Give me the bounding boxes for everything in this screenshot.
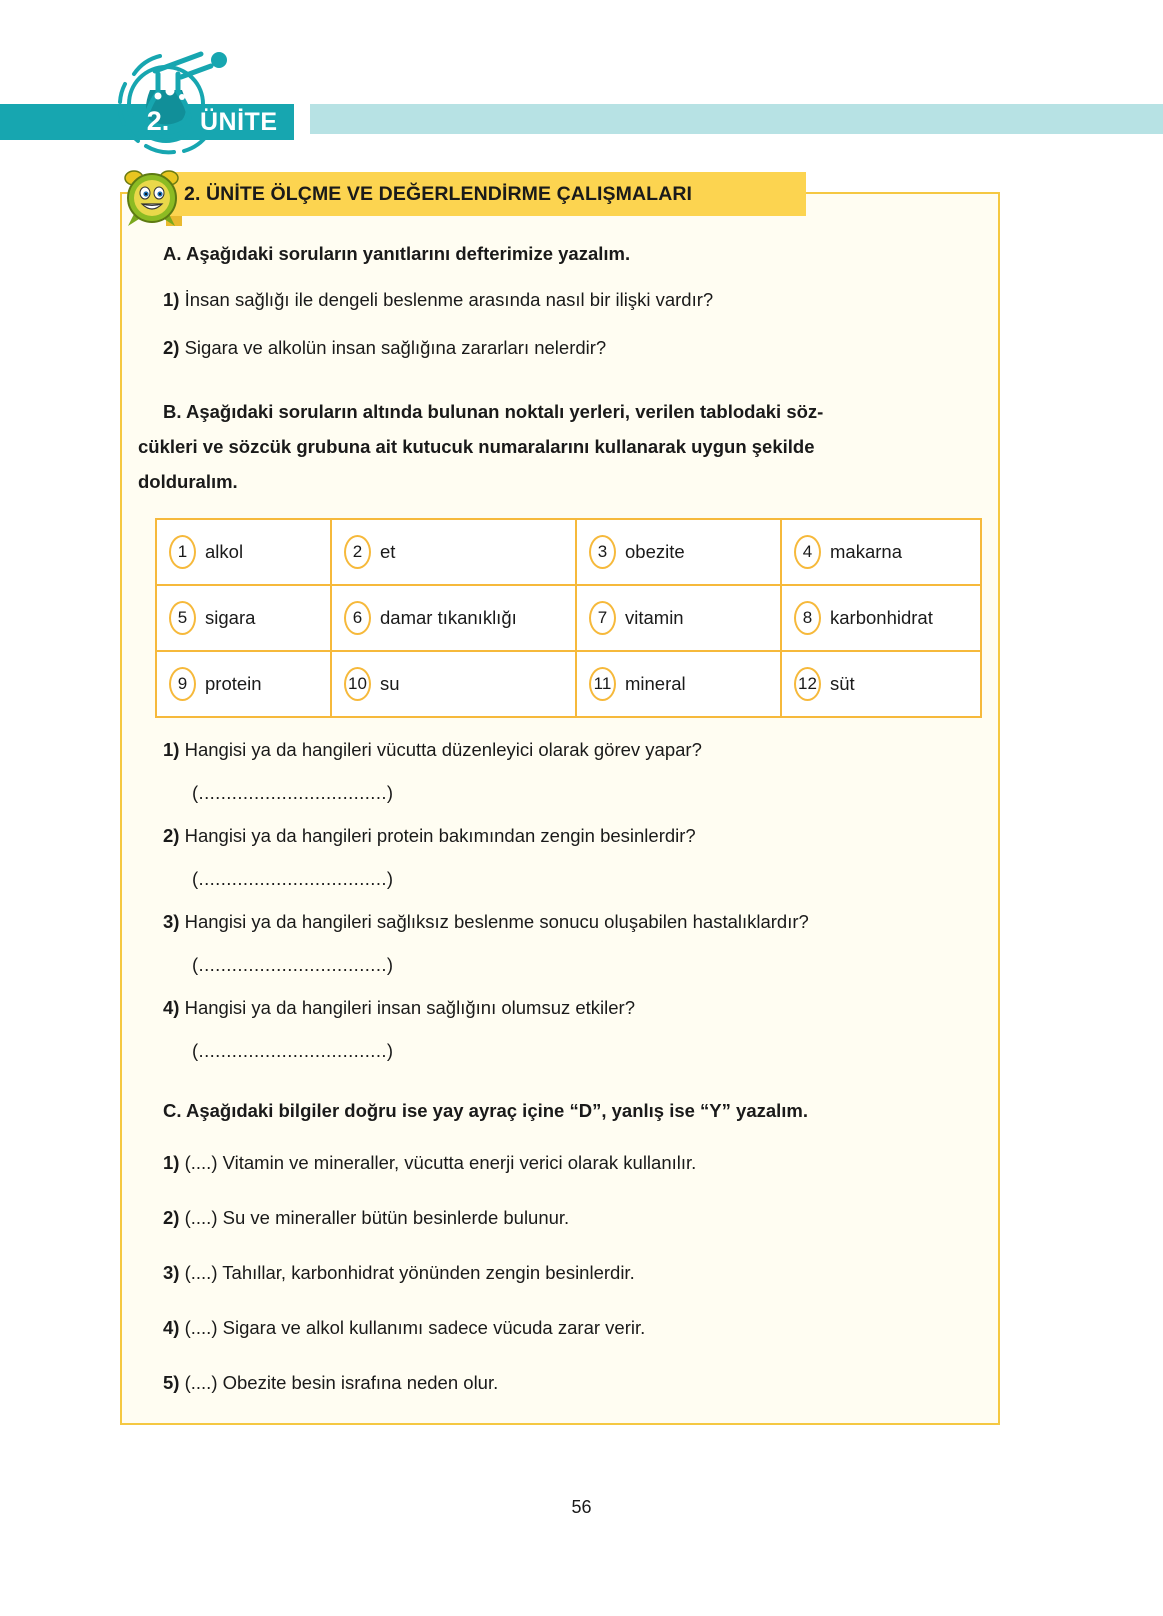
word-number-badge: 1 [169, 535, 196, 569]
item-number: 5) [163, 1372, 180, 1393]
word-label: obezite [625, 541, 685, 562]
word-cell[interactable] [781, 519, 981, 585]
answer-blank-4[interactable]: (..................................) [192, 1040, 394, 1061]
item-text: Sigara ve alkol kullanımı sadece vücuda zarar verir. [222, 1317, 646, 1338]
answer-blank-1[interactable]: (..................................) [192, 782, 394, 803]
word-cell[interactable] [576, 651, 781, 717]
section-b-heading-line-3: dolduralım. [138, 471, 238, 492]
section-c-heading: C. Aşağıdaki bilgiler doğru ise yay ayraç içine “D”, yanlış ise “Y” yazalım. [163, 1100, 809, 1121]
true-false-blank[interactable]: (....) [184, 1262, 218, 1283]
page-number: 56 [571, 1497, 592, 1517]
question-text: Hangisi ya da hangileri vücutta düzenleyici olarak görev yapar? [184, 739, 702, 760]
word-number-badge: 8 [794, 601, 821, 635]
true-false-blank[interactable]: (....) [184, 1372, 218, 1393]
answer-blank-3[interactable]: (..................................) [192, 954, 394, 975]
word-label: süt [830, 673, 855, 694]
word-label: et [380, 541, 396, 562]
word-cell[interactable] [331, 519, 576, 585]
word-number-badge: 4 [794, 535, 821, 569]
true-false-blank[interactable]: (....) [184, 1207, 218, 1228]
word-number-badge: 10 [344, 667, 371, 701]
item-text: Tahıllar, karbonhidrat yönünden zengin besinlerdir. [222, 1262, 635, 1283]
section-b-question-1 [163, 737, 983, 763]
alarm-clock-mascot-icon [122, 166, 182, 228]
item-number: 2) [163, 1207, 180, 1228]
word-cell[interactable] [331, 651, 576, 717]
word-number-badge: 12 [794, 667, 821, 701]
item-text: Vitamin ve mineraller, vücutta enerji verici olarak kullanılır. [222, 1152, 697, 1173]
item-number: 3) [163, 1262, 180, 1283]
word-number-badge: 5 [169, 601, 196, 635]
question-text: İnsan sağlığı ile dengeli beslenme arasında nasıl bir ilişki vardır? [184, 289, 714, 310]
word-label: vitamin [625, 607, 684, 628]
question-number: 4) [163, 997, 180, 1018]
word-number-badge: 11 [589, 667, 616, 701]
word-label: su [380, 673, 400, 694]
section-b-heading-line-2: cükleri ve sözcük grubuna ait kutucuk numaralarını kullanarak uygun şekilde [138, 436, 815, 457]
word-bank-table [155, 518, 982, 718]
item-text: Obezite besin israfına neden olur. [222, 1372, 499, 1393]
table-row [156, 651, 981, 717]
unit-band-light [310, 104, 1163, 134]
section-title-ribbon [166, 172, 806, 216]
word-number-badge: 6 [344, 601, 371, 635]
section-title-text: 2. ÜNİTE ÖLÇME VE DEĞERLENDİRME ÇALIŞMALARI [184, 182, 693, 205]
section-c-item-4 [163, 1315, 983, 1341]
word-number-badge: 7 [589, 601, 616, 635]
word-cell[interactable] [156, 519, 331, 585]
question-number: 3) [163, 911, 180, 932]
word-label: makarna [830, 541, 902, 562]
word-label: sigara [205, 607, 256, 628]
word-cell[interactable] [781, 585, 981, 651]
table-row [156, 585, 981, 651]
section-b-question-3 [163, 909, 1003, 935]
word-cell[interactable] [576, 585, 781, 651]
word-label: karbonhidrat [830, 607, 933, 628]
word-label: alkol [205, 541, 244, 562]
word-cell[interactable] [331, 585, 576, 651]
item-number: 4) [163, 1317, 180, 1338]
true-false-blank[interactable]: (....) [184, 1152, 218, 1173]
word-cell[interactable] [156, 651, 331, 717]
word-cell[interactable] [576, 519, 781, 585]
item-number: 1) [163, 1152, 180, 1173]
question-text: Hangisi ya da hangileri protein bakımından zengin besinlerdir? [184, 825, 696, 846]
word-number-badge: 2 [344, 535, 371, 569]
question-number: 2) [163, 825, 180, 846]
content-box [120, 192, 1000, 1425]
question-text: Hangisi ya da hangileri sağlıksız beslenme sonucu oluşabilen hastalıklardır? [184, 911, 809, 932]
section-a-question-2 [163, 335, 963, 361]
item-text: Su ve mineraller bütün besinlerde bulunur. [222, 1207, 570, 1228]
word-label: damar tıkanıklığı [380, 607, 517, 628]
section-c-item-2 [163, 1205, 983, 1231]
word-label: protein [205, 673, 262, 694]
word-number-badge: 3 [589, 535, 616, 569]
word-cell[interactable] [156, 585, 331, 651]
section-a-heading: A. Aşağıdaki soruların yanıtlarını defterimize yazalım. [163, 243, 631, 264]
section-b-heading-line-1: B. Aşağıdaki soruların altında bulunan noktalı yerleri, verilen tablodaki söz- [163, 401, 824, 422]
word-label: mineral [625, 673, 686, 694]
question-text: Hangisi ya da hangileri insan sağlığını olumsuz etkiler? [184, 997, 636, 1018]
section-a-question-1 [163, 287, 963, 313]
question-number: 1) [163, 739, 180, 760]
question-number: 1) [163, 289, 180, 310]
section-c-item-3 [163, 1260, 983, 1286]
section-b-question-2 [163, 823, 983, 849]
section-b-question-4 [163, 995, 983, 1021]
unit-label: ÜNİTE [200, 108, 278, 136]
true-false-blank[interactable]: (....) [184, 1317, 218, 1338]
question-text: Sigara ve alkolün insan sağlığına zararları nelerdir? [184, 337, 607, 358]
table-row [156, 519, 981, 585]
section-c-item-1 [163, 1150, 983, 1176]
question-number: 2) [163, 337, 180, 358]
unit-number: 2. [146, 106, 170, 136]
word-cell[interactable] [781, 651, 981, 717]
word-number-badge: 9 [169, 667, 196, 701]
section-c-item-5 [163, 1370, 983, 1396]
answer-blank-2[interactable]: (..................................) [192, 868, 394, 889]
